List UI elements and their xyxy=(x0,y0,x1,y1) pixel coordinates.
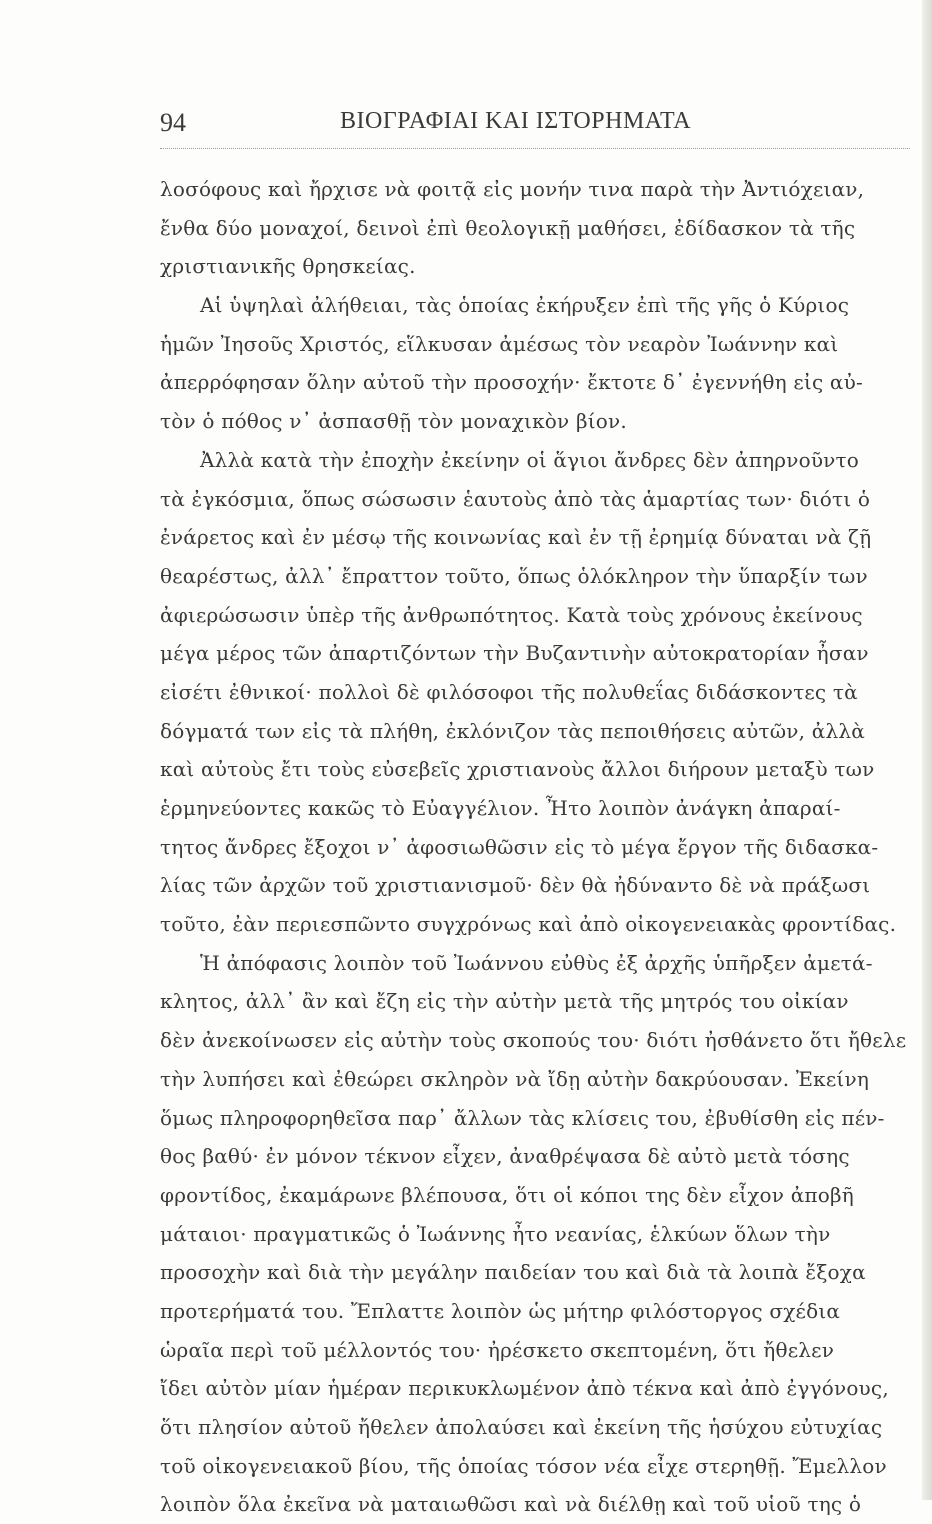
text-line: θος βαθύ· ἐν μόνον τέκνον εἶχεν, ἀναθρέψασα δὲ αὐτὸ μετὰ τόσης xyxy=(160,1144,850,1169)
text-line: δὲν ἀνεκοίνωσεν εἰς αὐτὴν τοὺς σκοπούς του· διότι ἠσθάνετο ὅτι ἤθελε xyxy=(160,1028,907,1053)
text-line: τητος ἄνδρες ἔξοχοι ν᾽ ἀφοσιωθῶσιν εἰς τὸ μέγα ἔργον τῆς διδασκα- xyxy=(160,834,879,859)
header-rule xyxy=(160,148,910,149)
text-line: μάταιοι· πραγματικῶς ὁ Ἰωάννης ἦτο νεανίας, ἑλκύων ὅλων τὴν xyxy=(160,1221,831,1246)
text-line: ἴδει αὐτὸν μίαν ἡμέραν περικυκλωμένον ἀπὸ τέκνα καὶ ἀπὸ ἐγγόνους, xyxy=(160,1376,889,1401)
text-line: τὸν ὁ πόθος ν᾽ ἀσπασθῇ τὸν μοναχικὸν βίον. xyxy=(160,409,627,434)
text-line: μέγα μέρος τῶν ἀπαρτιζόντων τὴν Βυζαντινὴν αὐτοκρατορίαν ἦσαν xyxy=(160,641,869,666)
page-header xyxy=(160,104,910,148)
body-text xyxy=(160,170,920,1524)
text-line: χριστιανικῆς θρησκείας. xyxy=(160,254,416,279)
text-line: κλητος, ἀλλ᾽ ἂν καὶ ἔζη εἰς τὴν αὐτὴν μετὰ τῆς μητρός του οἰκίαν xyxy=(160,989,849,1014)
text-line: ὡραῖα περὶ τοῦ μέλλοντός του· ἠρέσκετο σκεπτομένη, ὅτι ἤθελεν xyxy=(160,1337,835,1362)
paragraph-start-line: Ἡ ἀπόφασις λοιπὸν τοῦ Ἰωάννου εὐθὺς ἐξ ἀρχῆς ὑπῆρξεν ἀμετά- xyxy=(200,950,873,975)
text-line: ἡμῶν Ἰησοῦς Χριστός, εἵλκυσαν ἀμέσως τὸν νεαρὸν Ἰωάννην καὶ xyxy=(160,331,839,356)
text-line: ἔνθα δύο μοναχοί, δεινοὶ ἐπὶ θεολογικῇ μαθήσει, ἐδίδασκον τὰ τῆς xyxy=(160,215,856,240)
page-edge-shadow xyxy=(922,0,932,1500)
text-line: προτερήματά του. Ἔπλαττε λοιπὸν ὡς μήτηρ φιλόστοργος σχέδια xyxy=(160,1298,841,1323)
paragraph-start-line: Αἱ ὑψηλαὶ ἀλήθειαι, τὰς ὁποίας ἐκήρυξεν ἐπὶ τῆς γῆς ὁ Κύριος xyxy=(200,293,850,318)
text-line: ἀφιερώσωσιν ὑπὲρ τῆς ἀνθρωπότητος. Κατὰ τοὺς χρόνους ἐκείνους xyxy=(160,602,863,627)
text-line: τοῦτο, ἐὰν περιεσπῶντο συγχρόνως καὶ ἀπὸ οἰκογενειακὰς φροντίδας. xyxy=(160,912,897,937)
text-line: τὰ ἐγκόσμια, ὅπως σώσωσιν ἑαυτοὺς ἀπὸ τὰς ἁμαρτίας των· διότι ὁ xyxy=(160,486,871,511)
text-line: εἰσέτι ἐθνικοί· πολλοὶ δὲ φιλόσοφοι τῆς πολυθεΐας διδάσκοντες τὰ xyxy=(160,679,858,704)
text-line: ὅτι πλησίον αὐτοῦ ἤθελεν ἀπολαύσει καὶ ἐκείνη τῆς ἡσύχου εὐτυχίας xyxy=(160,1415,883,1439)
text-line: καὶ αὐτοὺς ἔτι τοὺς εὐσεβεῖς χριστιανοὺς ἄλλοι διήρουν μεταξὺ των xyxy=(160,757,875,782)
text-line: ἐνάρετος καὶ ἐν μέσῳ τῆς κοινωνίας καὶ ἐν τῇ ἐρημίᾳ δύναται νὰ ζῇ xyxy=(160,525,872,550)
text-line: θεαρέστως, ἀλλ᾽ ἔπραττον τοῦτο, ὅπως ὁλόκληρον τὴν ὕπαρξίν των xyxy=(160,563,868,588)
text-line: λοσόφους καὶ ἤρχισε νὰ φοιτᾷ εἰς μονήν τινα παρὰ τὴν Ἀντιόχειαν, xyxy=(160,177,865,201)
text-line: τοῦ οἰκογενειακοῦ βίου, τῆς ὁποίας τόσον νέα εἶχε στερηθῇ. Ἔμελλον xyxy=(160,1453,887,1478)
page-number: 94 xyxy=(160,108,186,137)
text-line: λοιπὸν ὅλα ἐκεῖνα νὰ ματαιωθῶσι καὶ νὰ διέλθῃ καὶ τοῦ υἱοῦ της ὁ xyxy=(160,1492,862,1517)
text-line: ἀπερρόφησαν ὅλην αὐτοῦ τὴν προσοχήν· ἔκτοτε δ᾽ ἐγεννήθη εἰς αὐ- xyxy=(160,370,863,395)
paragraph-start-line: Ἀλλὰ κατὰ τὴν ἐποχὴν ἐκείνην οἱ ἅγιοι ἄνδρες δὲν ἀπηρνοῦντο xyxy=(200,447,860,472)
running-title: ΒΙΟΓΡΑΦΙΑΙ ΚΑΙ ΙΣΤΟΡΗΜΑΤΑ xyxy=(340,108,692,134)
text-line: φροντίδος, ἐκαμάρωνε βλέπουσα, ὅτι οἱ κόποι της δὲν εἶχον ἀποβῆ xyxy=(160,1182,854,1207)
text-line: τὴν λυπήσει καὶ ἐθεώρει σκληρὸν νὰ ἴδῃ αὐτὴν δακρύουσαν. Ἐκείνη xyxy=(160,1066,869,1091)
text-line: λίας τῶν ἀρχῶν τοῦ χριστιανισμοῦ· δὲν θὰ ἠδύναντο δὲ νὰ πράξωσι xyxy=(160,873,871,898)
text-line: προσοχὴν καὶ διὰ τὴν μεγάλην παιδείαν του καὶ διὰ τὰ λοιπὰ ἔξοχα xyxy=(160,1260,866,1285)
text-line: ἑρμηνεύοντες κακῶς τὸ Εὐαγγέλιον. Ἦτο λοιπὸν ἀνάγκη ἀπαραί- xyxy=(160,796,841,820)
text-line: δόγματά των εἰς τὰ πλήθη, ἐκλόνιζον τὰς πεποιθήσεις αὐτῶν, ἀλλὰ xyxy=(160,718,865,743)
text-line: ὅμως πληροφορηθεῖσα παρ᾽ ἄλλων τὰς κλίσεις του, ἐβυθίσθη εἰς πέν- xyxy=(160,1105,885,1130)
